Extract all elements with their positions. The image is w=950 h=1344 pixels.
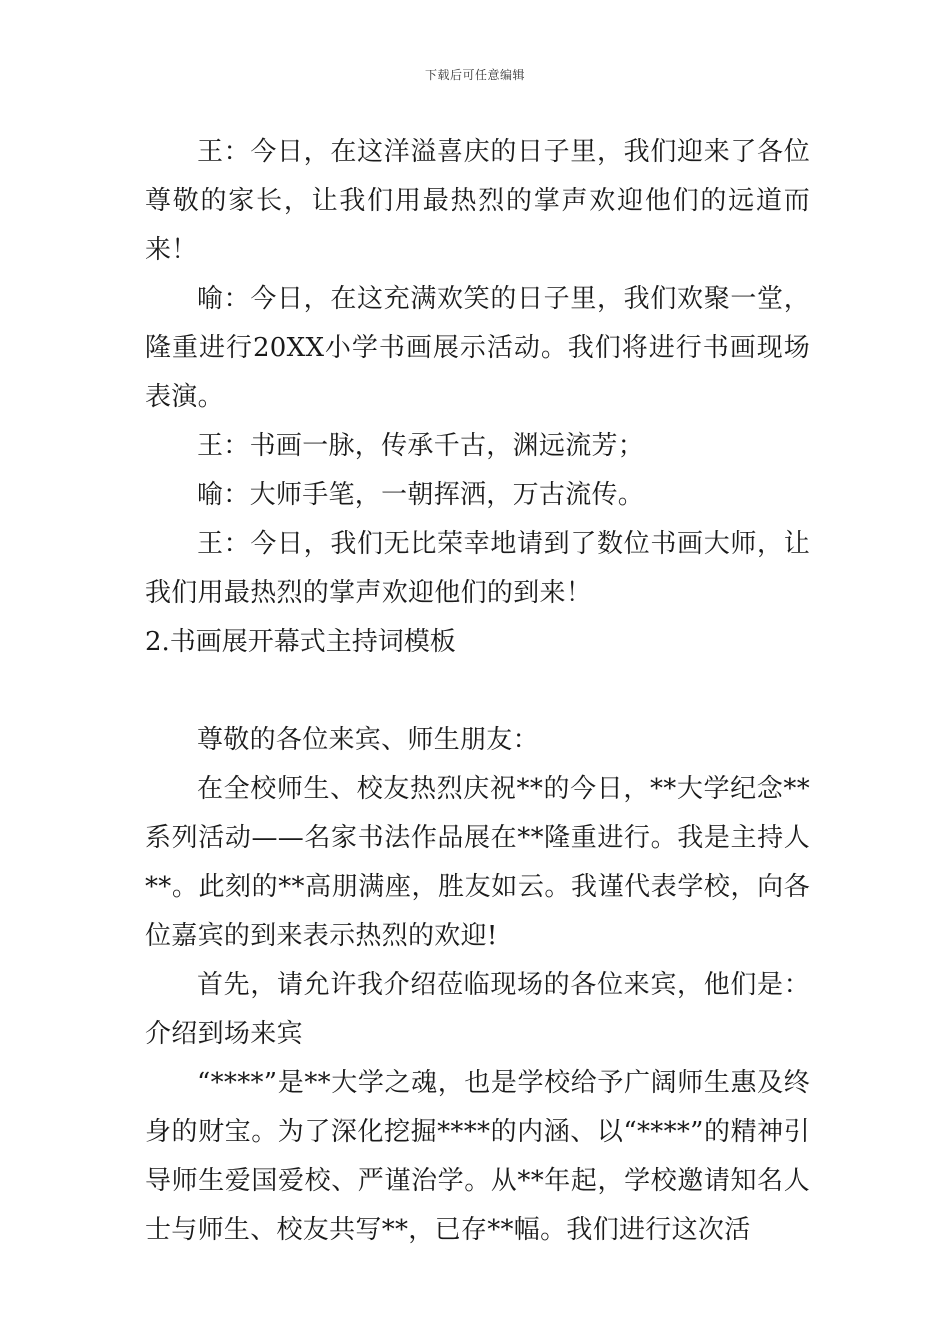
document-body	[145, 128, 810, 1255]
paragraph-greeting: 尊敬的各位来宾、师生朋友：	[197, 725, 539, 755]
section-heading: 2.书画展开幕式主持词模板	[145, 627, 456, 657]
paragraph-wang-welcome-parents: 王：今日，在这洋溢喜庆的日子里，我们迎来了各位尊敬的家长，让我们用最热烈的掌声欢迎他们的远道而来！	[145, 137, 810, 265]
paragraph-school-spirit: “****”是**大学之魂，也是学校给予广阔师生惠及终身的财宝。为了深化挖掘****的内涵、以“****”的精神引导师生爱国爱校、严谨治学。从**年起，学校邀请知名人士与师生、校友共写**，已存**幅。我们进行这次活	[145, 1068, 810, 1245]
paragraph-guest-introduction: 首先，请允许我介绍莅临现场的各位来宾，他们是：介绍到场来宾	[145, 970, 810, 1049]
paragraph-wang-calligraphy-legacy: 王：书画一脉，传承千古，渊远流芳；	[197, 431, 645, 461]
paragraph-yu-master-works: 喻：大师手笔，一朝挥洒，万古流传。	[197, 480, 645, 510]
paragraph-opening-remarks: 在全校师生、校友热烈庆祝**的今日，**大学纪念**系列活动——名家书法作品展在**隆重进行。我是主持人**。此刻的**高朋满座，胜友如云。我谨代表学校，向各位嘉宾的到来表示热烈的欢迎!	[145, 774, 810, 951]
paragraph-wang-welcome-masters: 王：今日，我们无比荣幸地请到了数位书画大师，让我们用最热烈的掌声欢迎他们的到来！	[145, 529, 810, 608]
paragraph-yu-exhibition-intro: 喻：今日，在这充满欢笑的日子里，我们欢聚一堂，隆重进行20XX小学书画展示活动。我们将进行书画现场表演。	[145, 284, 810, 412]
section-spacer	[145, 667, 810, 716]
header-note: 下载后可任意编辑	[424, 68, 525, 82]
